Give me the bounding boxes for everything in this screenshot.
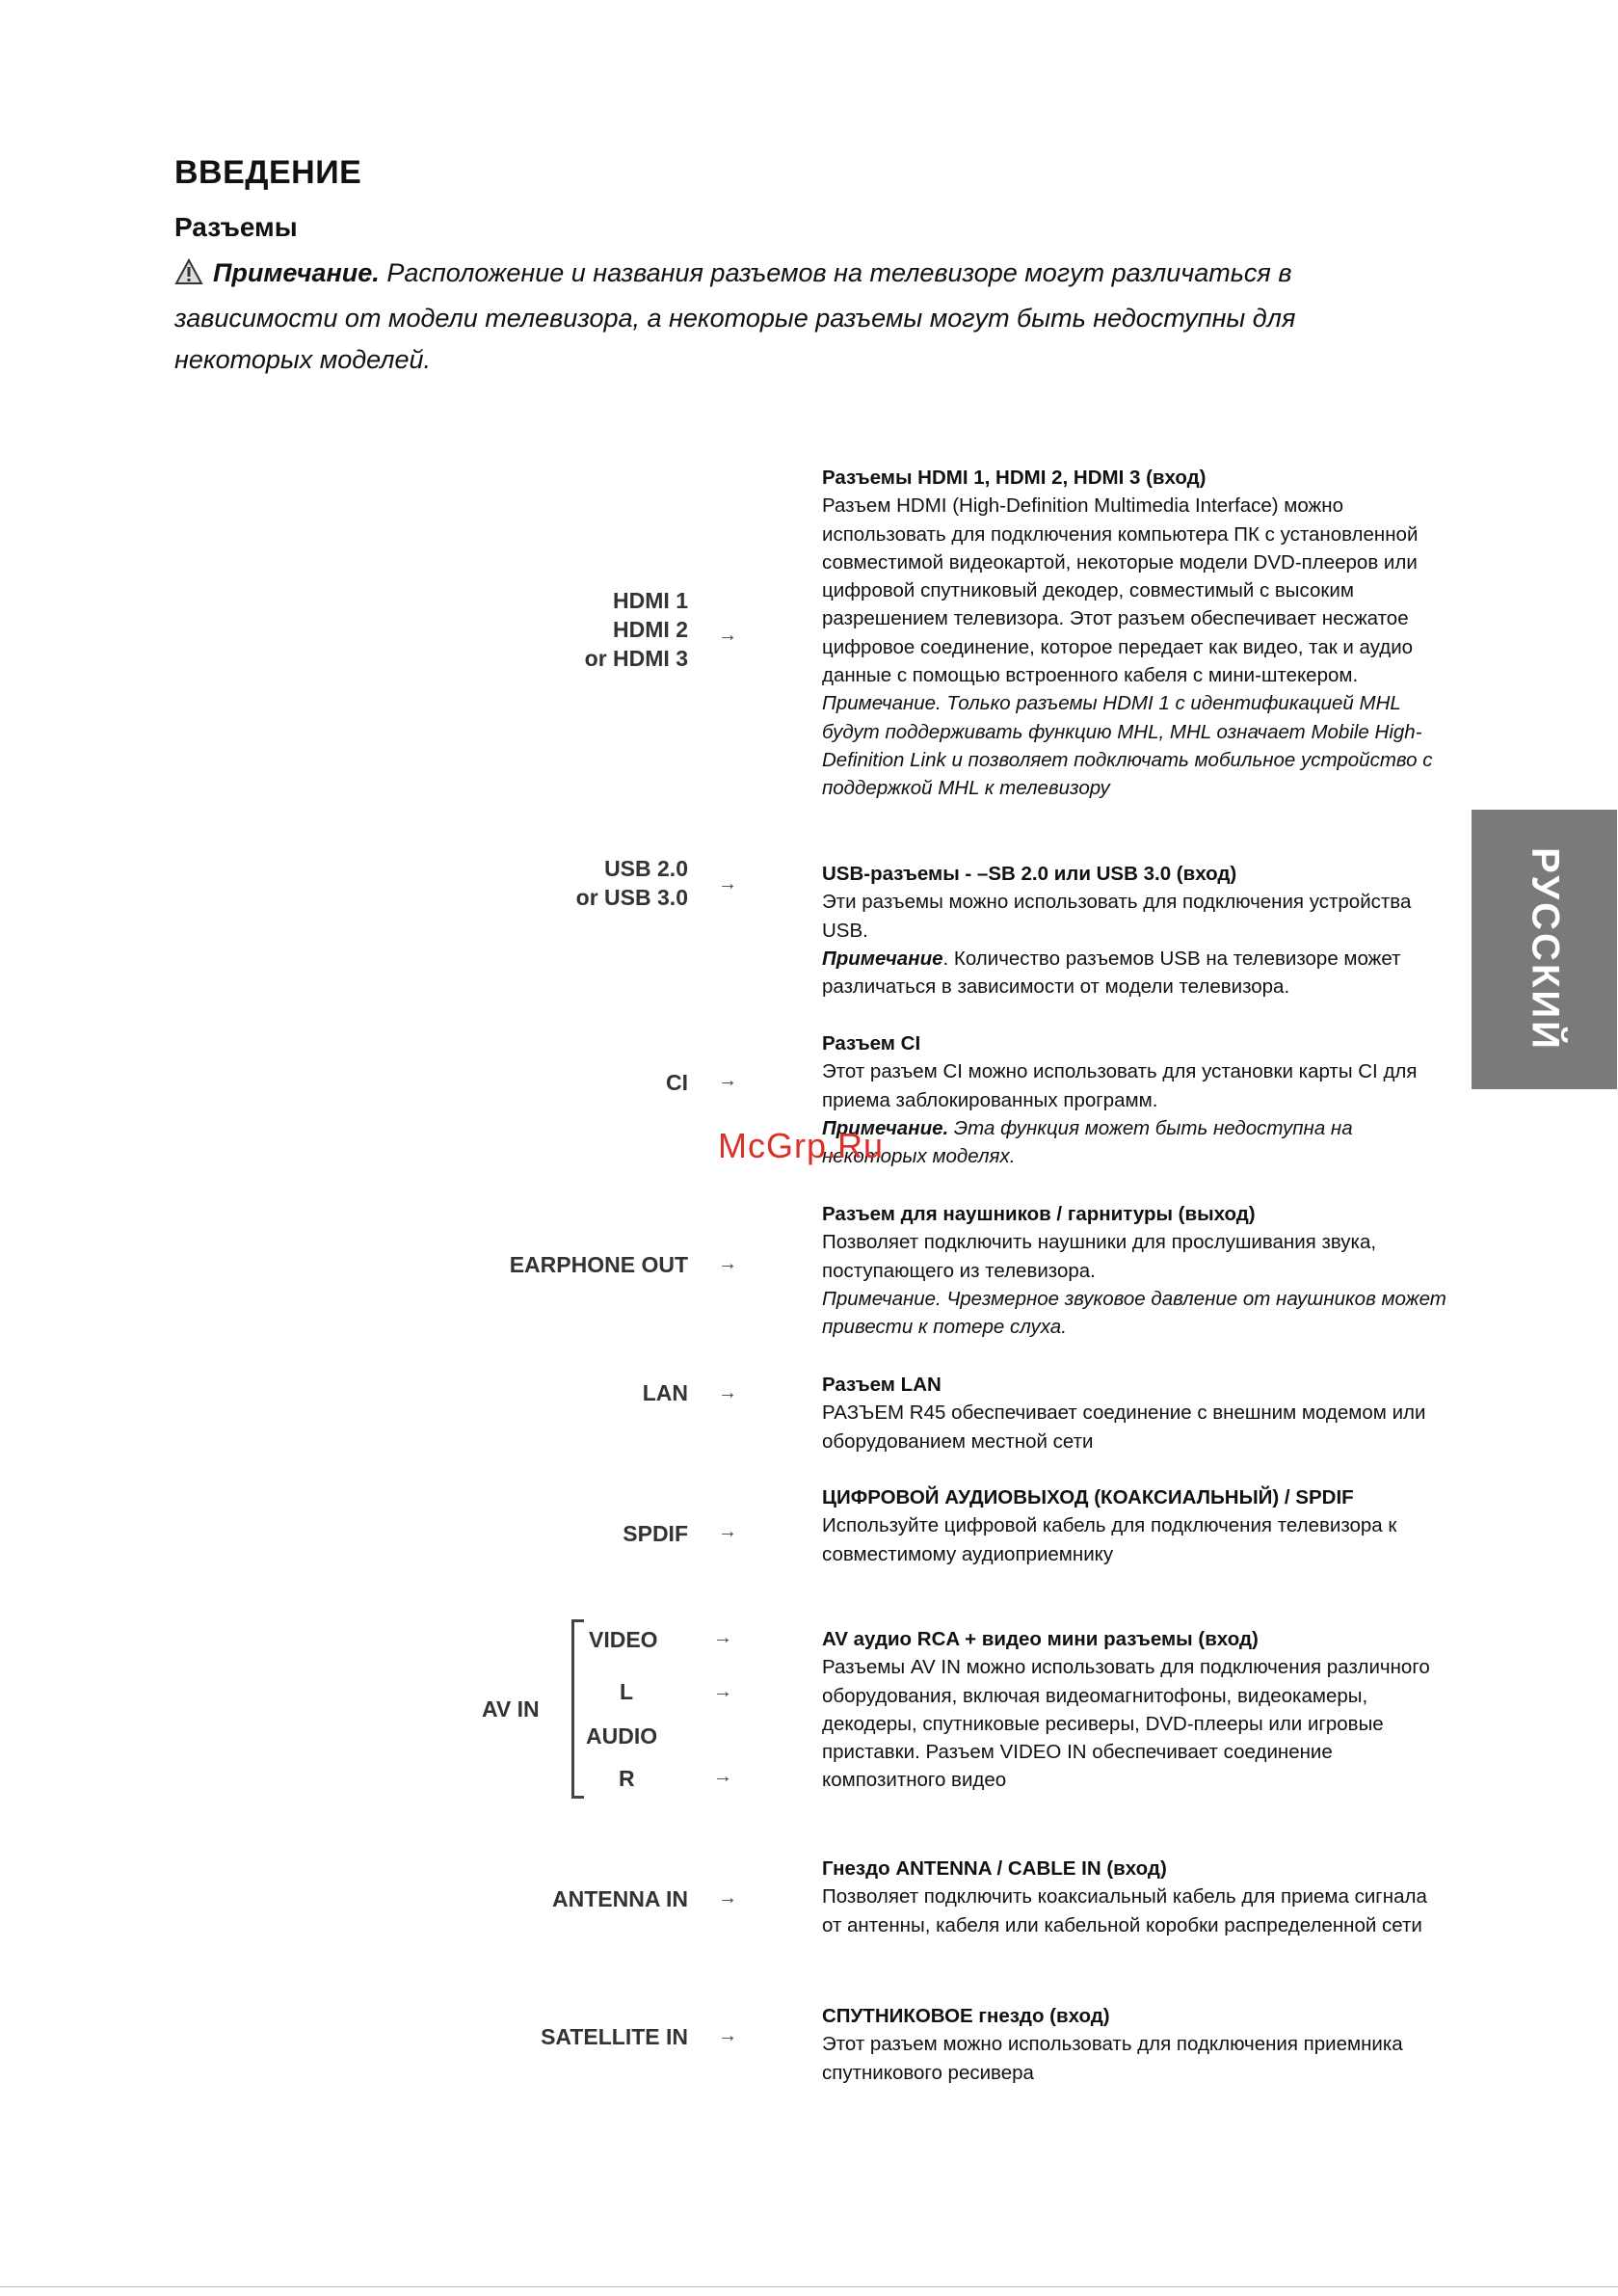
desc-title: Разъем для наушников / гарнитуры (выход) — [822, 1203, 1256, 1225]
desc-text: РАЗЪЕМ R45 обеспечивает соединение с внешним модемом или оборудованием местной сети — [822, 1402, 1426, 1453]
warning-icon — [174, 256, 203, 298]
desc-usb — [822, 860, 1448, 1001]
label-audio-r: R — [619, 1766, 635, 1791]
desc-title: Разъем CI — [822, 1032, 921, 1055]
intro-note-text: Расположение и названия разъемов на телевизоре могут различаться в зависимости от модели телевизора, а некоторые разъемы могут быть недоступны для некоторых моделей. — [174, 258, 1296, 374]
page-title: ВВЕДЕНИЕ — [174, 154, 362, 191]
desc-text: Этот разъем можно использовать для подключения приемника спутникового ресивера — [822, 2033, 1403, 2084]
desc-av-in — [822, 1625, 1448, 1795]
desc-text: Используйте цифровой кабель для подключения телевизора к совместимому аудиоприемнику — [822, 1514, 1397, 1565]
desc-text: Разъем HDMI (High-Definition Multimedia Interface) можно использовать для подключения компьютера ПК с установленной совместимой видеокартой, некоторые модели DVD-плееров или цифровой спутниковый декодер, совместимый с высоким разрешением телевизора. Этот разъем обеспечивает несжатое цифровое соединение, которое передает как видео, так и аудио данные с помощью встроенного кабеля с мини-штекером. — [822, 494, 1419, 687]
port-label-hdmi — [0, 586, 729, 673]
arrow-icon: → — [718, 873, 737, 894]
port-label-lan: LAN — [642, 1380, 688, 1405]
port-label-ci: CI — [666, 1070, 688, 1095]
desc-text: Позволяет подключить коаксиальный кабель для приема сигнала от антенны, кабеля или кабельной коробки распределенной сети — [822, 1885, 1427, 1936]
arrow-icon: → — [718, 1253, 737, 1274]
arrow-icon: → — [718, 1521, 737, 1542]
desc-note-label: Примечание. — [822, 1116, 949, 1139]
label-hdmi-1: HDMI 1 — [613, 588, 688, 613]
arrow-icon: → — [718, 1382, 737, 1403]
desc-title: ЦИФРОВОЙ АУДИОВЫХОД (КОАКСИАЛЬНЫЙ) / SPDIF — [822, 1486, 1354, 1508]
arrow-icon: → — [718, 1070, 737, 1091]
desc-title: AV аудио RCA + видео мини разъемы (вход) — [822, 1628, 1259, 1650]
arrow-icon: → — [713, 1627, 732, 1648]
desc-text: Этот разъем CI можно использовать для установки карты CI для приема заблокированных программ. — [822, 1060, 1418, 1111]
port-label-earphone: EARPHONE OUT — [509, 1252, 688, 1277]
desc-text: Разъемы AV IN можно использовать для подключения различного оборудования, включая видеомагнитофоны, видеокамеры, декодеры, спутниковые ресиверы, DVD-плееры или игровые приставки. Разъем VIDEO IN обеспечивает соединение композитного видео — [822, 1656, 1430, 1792]
desc-text: Эти разъемы можно использовать для подключения устройства USB. — [822, 891, 1412, 942]
desc-title: Разъем LAN — [822, 1374, 942, 1396]
desc-note: Примечание. Только разъемы HDMI 1 с идентификацией MHL будут поддерживать функцию MHL, MHL означает Mobile High-Definition Link и позволяет подключать мобильное устройство с поддержкой MHL к телевизору — [822, 692, 1433, 800]
desc-note-text: Эта функция может быть недоступна на некоторых моделях. — [822, 1116, 1353, 1168]
desc-antenna — [822, 1855, 1448, 1939]
port-label-antenna: ANTENNA IN — [552, 1886, 688, 1911]
intro-note-label: Примечание. — [213, 258, 380, 287]
desc-earphone — [822, 1200, 1448, 1341]
port-label-spdif: SPDIF — [623, 1521, 688, 1546]
desc-spdif — [822, 1483, 1448, 1568]
intro-note — [174, 253, 1389, 381]
label-hdmi-2: HDMI 2 — [613, 617, 688, 642]
label-audio: AUDIO — [586, 1723, 658, 1749]
desc-note-label: Примечание — [822, 947, 943, 970]
desc-note: Примечание. Чрезмерное звуковое давление от наушников может привести к потере слуха. — [822, 1287, 1446, 1339]
arrow-icon: → — [713, 1766, 732, 1787]
label-audio-l: L — [620, 1679, 634, 1704]
label-video: VIDEO — [589, 1627, 658, 1652]
watermark: McGrp.Ru — [718, 1126, 885, 1165]
desc-title: USB-разъемы - –SB 2.0 или USB 3.0 (вход) — [822, 863, 1237, 885]
desc-title: Разъемы HDMI 1, HDMI 2, HDMI 3 (вход) — [822, 467, 1207, 489]
desc-lan — [822, 1371, 1448, 1455]
desc-title: Гнездо ANTENNA / CABLE IN (вход) — [822, 1857, 1167, 1880]
label-usb-3: or USB 3.0 — [575, 885, 688, 910]
section-title: Разъемы — [174, 212, 298, 242]
desc-title: СПУТНИКОВОЕ гнездо (вход) — [822, 2005, 1110, 2027]
desc-hdmi — [822, 464, 1448, 803]
arrow-icon: → — [718, 2025, 737, 2046]
desc-satellite — [822, 2002, 1448, 2087]
desc-note — [822, 945, 1448, 1001]
desc-ci — [822, 1029, 1448, 1170]
label-usb-2: USB 2.0 — [604, 856, 688, 881]
page-bottom-rule — [0, 2286, 1618, 2287]
label-hdmi-3: or HDMI 3 — [584, 646, 688, 671]
desc-note — [822, 1114, 1448, 1171]
arrow-icon: → — [718, 625, 737, 646]
port-label-satellite: SATELLITE IN — [541, 2024, 688, 2049]
language-tab-label: РУССКИЙ — [1524, 847, 1566, 1052]
desc-note-text: . Количество разъемов USB на телевизоре может различаться в зависимости от модели телевизора. — [822, 947, 1401, 999]
arrow-icon: → — [718, 1887, 737, 1909]
av-in-bracket — [571, 1619, 584, 1799]
desc-text: Позволяет подключить наушники для прослушивания звука, поступающего из телевизора. — [822, 1231, 1377, 1282]
arrow-icon: → — [713, 1681, 732, 1702]
port-label-usb — [0, 854, 729, 912]
port-label-av-in: AV IN — [482, 1696, 540, 1722]
language-tab — [1472, 810, 1617, 1089]
